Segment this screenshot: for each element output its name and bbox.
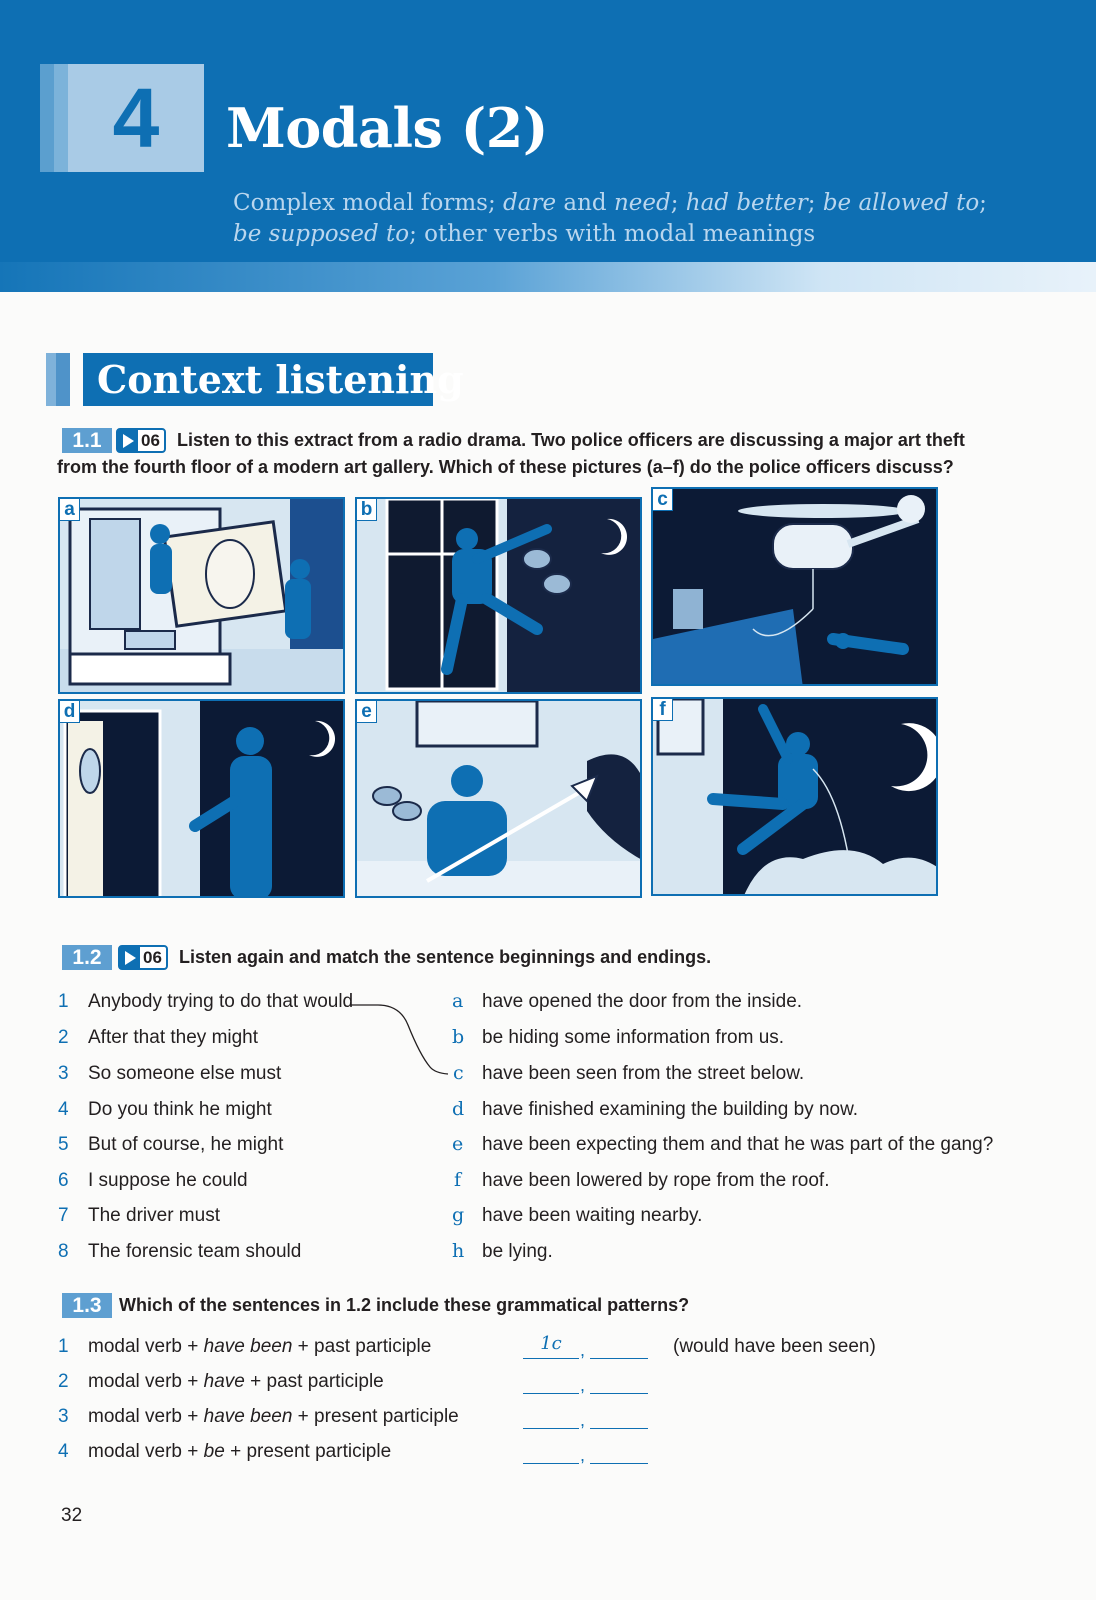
pattern-part: modal verb + xyxy=(88,1336,204,1357)
play-icon[interactable] xyxy=(120,947,140,968)
sentence-ending: have been waiting nearby. xyxy=(482,1205,703,1226)
page-number: 32 xyxy=(61,1505,83,1526)
picture-label: e xyxy=(357,701,377,723)
exercise-1-1-instruction-line2: from the fourth floor of a modern art gallery. Which of these pictures (a–f) do the police officers discuss? xyxy=(57,457,954,477)
subtitle-part: Complex modal forms; xyxy=(233,190,504,216)
subtitle-part: ; xyxy=(979,190,987,216)
sentence-ending: have finished examining the building by now. xyxy=(482,1099,859,1120)
item-letter: d xyxy=(452,1098,465,1120)
grammar-pattern xyxy=(88,1371,384,1393)
subtitle-part: be allowed to xyxy=(822,190,980,216)
item-number: 1 xyxy=(58,1336,69,1357)
exercise-1-1-instruction-line1: Listen to this extract from a radio drama. Two police officers are discussing a major art theft xyxy=(177,430,965,450)
chapter-number-strip xyxy=(40,64,54,172)
picture-label: b xyxy=(357,499,377,521)
illustration-thief-at-door xyxy=(60,701,345,898)
item-number: 2 xyxy=(58,1371,69,1392)
item-letter: g xyxy=(452,1204,465,1226)
picture-e xyxy=(355,699,642,898)
chapter-number-strip xyxy=(54,64,68,172)
item-letter: f xyxy=(454,1169,462,1191)
pattern-part: be xyxy=(203,1441,225,1462)
sentence-beginning: After that they might xyxy=(88,1027,259,1048)
exercise-1-2-instruction: Listen again and match the sentence beginnings and endings. xyxy=(179,947,712,967)
illustration-thief-digging xyxy=(357,701,642,898)
sentence-ending: have been lowered by rope from the roof. xyxy=(482,1170,830,1191)
sentence-beginning: I suppose he could xyxy=(88,1170,248,1191)
sentence-beginning: But of course, he might xyxy=(88,1134,284,1155)
play-icon[interactable] xyxy=(118,430,138,451)
subtitle-part: ; other verbs with modal meanings xyxy=(409,221,816,247)
subtitle-part: ; xyxy=(670,190,686,216)
pattern-part: + past participle xyxy=(292,1336,432,1357)
section-title: Context listening xyxy=(97,357,464,402)
exercise-1-3-instruction: Which of the sentences in 1.2 include these grammatical patterns? xyxy=(119,1295,690,1315)
subtitle-part: need xyxy=(613,190,671,216)
answer-separator: , xyxy=(580,1375,586,1395)
chapter-subtitle xyxy=(233,188,1033,250)
section-heading-strip xyxy=(46,353,56,406)
chapter-number: 4 xyxy=(112,71,160,165)
picture-d xyxy=(58,699,345,898)
answer-blank[interactable] xyxy=(523,1368,579,1394)
picture-b xyxy=(355,497,642,694)
answer-blank[interactable] xyxy=(523,1403,579,1429)
illustration-helicopter-rope xyxy=(653,489,938,686)
item-number: 2 xyxy=(58,1027,69,1048)
header-gradient-band xyxy=(0,262,1096,292)
audio-track-number: 06 xyxy=(143,947,162,967)
subtitle-part: had better xyxy=(685,190,808,216)
item-number: 1 xyxy=(58,991,69,1012)
pattern-part: + present participle xyxy=(224,1441,392,1462)
answer-blank[interactable] xyxy=(590,1438,648,1464)
sentence-beginning: So someone else must xyxy=(88,1063,282,1084)
illustration-thief-on-rope xyxy=(653,699,938,896)
answer-separator: , xyxy=(580,1410,586,1430)
answer-separator: , xyxy=(580,1340,586,1360)
pattern-part: + past participle xyxy=(244,1371,384,1392)
picture-f xyxy=(651,697,938,896)
grammar-pattern xyxy=(88,1406,459,1428)
subtitle-part: ; xyxy=(807,190,823,216)
chapter-title: Modals (2) xyxy=(226,96,548,160)
subtitle-part: be supposed to xyxy=(233,221,410,247)
picture-a xyxy=(58,497,345,694)
grammar-pattern xyxy=(88,1336,431,1358)
sentence-ending: be lying. xyxy=(482,1241,553,1262)
grammar-pattern xyxy=(88,1441,391,1463)
answer-blank[interactable] xyxy=(590,1368,648,1394)
item-number: 8 xyxy=(58,1241,69,1262)
answer-blank[interactable] xyxy=(523,1438,579,1464)
audio-track-button[interactable] xyxy=(116,428,166,453)
item-number: 4 xyxy=(58,1441,69,1462)
item-number: 5 xyxy=(58,1134,69,1155)
picture-label: f xyxy=(653,699,673,721)
subtitle-part: dare xyxy=(503,190,557,216)
pattern-part: have xyxy=(203,1371,245,1392)
pattern-part: modal verb + xyxy=(88,1441,204,1462)
audio-track-button[interactable] xyxy=(118,945,168,970)
item-number: 3 xyxy=(58,1406,69,1427)
picture-label: a xyxy=(60,499,80,521)
exercise-badge-1-2: 1.2 xyxy=(62,945,112,970)
sentence-ending: have been expecting them and that he was part of the gang? xyxy=(482,1134,994,1155)
answer-blank[interactable] xyxy=(590,1403,648,1429)
subtitle-part: and xyxy=(556,190,614,216)
picture-label: c xyxy=(653,489,673,511)
exercise-badge-1-3: 1.3 xyxy=(62,1293,112,1318)
illustration-thief-climbing-out-window xyxy=(357,499,642,694)
audio-track-number: 06 xyxy=(141,430,160,450)
sentence-beginning: Do you think he might xyxy=(88,1099,272,1120)
section-heading-strip xyxy=(56,353,70,406)
item-letter: c xyxy=(453,1062,464,1084)
item-number: 3 xyxy=(58,1063,69,1084)
example-answer-note: (would have been seen) xyxy=(673,1336,876,1357)
sentence-ending: be hiding some information from us. xyxy=(482,1027,785,1048)
illustration-thieves-loading-painting xyxy=(60,499,345,694)
pattern-part: modal verb + xyxy=(88,1406,204,1427)
pattern-part: + present participle xyxy=(292,1406,459,1427)
answer-blank[interactable]: 1c xyxy=(523,1333,579,1359)
item-number: 4 xyxy=(58,1099,69,1120)
item-number: 7 xyxy=(58,1205,69,1226)
item-letter: e xyxy=(452,1133,464,1155)
sentence-ending: have been seen from the street below. xyxy=(482,1063,805,1084)
sentence-beginning: Anybody trying to do that would xyxy=(88,991,354,1012)
sentence-beginning: The forensic team should xyxy=(88,1241,302,1262)
sentence-beginning: The driver must xyxy=(88,1205,220,1226)
sentence-ending: have opened the door from the inside. xyxy=(482,991,803,1012)
item-letter: b xyxy=(452,1026,465,1048)
answer-separator: , xyxy=(580,1445,586,1465)
picture-label: d xyxy=(60,701,80,723)
item-letter: h xyxy=(452,1240,465,1262)
item-letter: a xyxy=(452,990,464,1012)
exercise-badge-1-1: 1.1 xyxy=(62,428,112,453)
pattern-part: have been xyxy=(203,1336,293,1357)
pattern-part: modal verb + xyxy=(88,1371,204,1392)
pattern-part: have been xyxy=(203,1406,293,1427)
picture-c xyxy=(651,487,938,686)
item-number: 6 xyxy=(58,1170,69,1191)
answer-blank[interactable] xyxy=(590,1333,648,1359)
example-match-line xyxy=(340,995,460,1085)
